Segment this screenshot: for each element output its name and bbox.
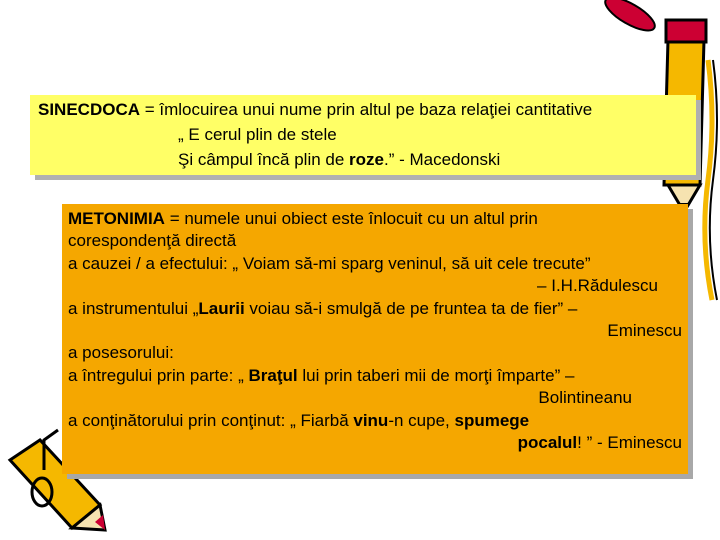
sinecdoca-term: SINECDOCA [38,100,141,119]
sinecdoca-quote-line2: Şi câmpul încă plin de roze.” - Macedonski [178,150,501,169]
metonimia-cauzei: a cauzei / a efectului: „ Voiam să-mi sparg veninul, să uit cele trecute” [68,253,591,273]
metonimia-instrumentului: a instrumentului „Laurii voiau să-i smulgă de pe fruntea ta de fier” – [68,298,578,318]
metonimia-definition-cont: corespondenţă directă [68,231,237,251]
sinecdoca-definition: SINECDOCA = îmlocuirea unui nume prin altul pe baza relaţiei cantitative [38,100,593,119]
metonimia-box [62,204,688,474]
metonimia-term: METONIMIA [68,209,165,228]
sinecdoca-box [30,95,696,175]
sinecdoca-quote-line1: „ E cerul plin de stele [178,125,337,144]
metonimia-cauzei-author: – I.H.Rădulescu [537,276,658,296]
metonimia-definition: METONIMIA = numele unui obiect este înlocuit cu un altul prin [68,209,538,228]
metonimia-posesorului: a posesorului: [68,343,174,363]
metonimia-intregului: a întregului prin parte: „ Braţul lui prin taberi mii de morţi împarte” – [68,365,575,385]
metonimia-continatorului-end: pocalul! ” - Eminescu [517,433,682,453]
metonimia-intregului-author: Bolintineanu [538,388,632,408]
metonimia-instrumentului-author: Eminescu [607,321,682,341]
metonimia-continatorului: a conţinătorului prin conţinut: „ Fiarbă vinu-n cupe, spumege [68,410,530,430]
